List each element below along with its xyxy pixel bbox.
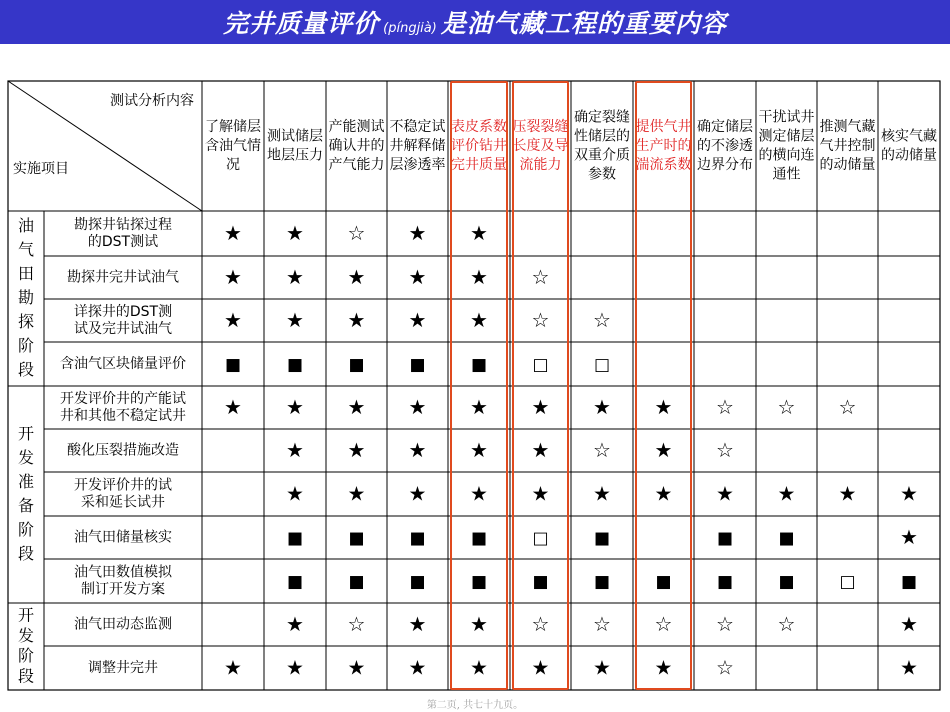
cell-mark: ★ xyxy=(408,221,427,245)
stage-label-char: 阶 xyxy=(17,520,35,539)
cell-mark: ★ xyxy=(900,525,918,549)
row-label-line: 勘探井完井试油气 xyxy=(67,269,179,286)
cell-mark: ☆ xyxy=(716,395,734,419)
column-header xyxy=(574,110,630,183)
cell-mark: ☆ xyxy=(716,655,734,680)
row-label xyxy=(74,529,172,546)
cell-mark: ■ xyxy=(655,572,672,592)
stage-label xyxy=(18,216,34,379)
cell-mark: ☆ xyxy=(593,438,611,462)
cell-mark: ■ xyxy=(348,572,365,592)
cell-mark: ★ xyxy=(408,265,427,289)
column-header-line: 不稳定试 xyxy=(389,119,446,135)
column-header-line: 确认井的 xyxy=(328,138,385,154)
cell-mark: ☆ xyxy=(838,395,857,419)
column-header-line: 性储层的 xyxy=(574,128,630,145)
cell-mark: ★ xyxy=(470,265,488,289)
cell-mark: ★ xyxy=(408,481,427,506)
column-header xyxy=(636,118,692,173)
column-header-line: 确定储层 xyxy=(697,119,753,135)
cell-mark: ★ xyxy=(224,655,242,680)
cell-mark: ■ xyxy=(900,572,918,592)
row-label-line: 油气田动态监测 xyxy=(74,616,172,633)
cell-mark: ★ xyxy=(286,612,304,636)
cell-mark: ★ xyxy=(286,481,304,506)
column-header-line: 了解储层 xyxy=(205,119,261,135)
cell-mark: ★ xyxy=(593,655,611,680)
column-header-line: 流能力 xyxy=(519,157,562,173)
stage-label-char: 段 xyxy=(17,544,35,563)
row-label xyxy=(74,564,173,598)
row-label xyxy=(74,216,172,250)
cell-mark: ★ xyxy=(593,395,611,419)
cell-mark: ★ xyxy=(470,395,488,419)
cell-mark: ★ xyxy=(470,655,488,680)
stage-label xyxy=(18,606,34,686)
cell-mark: ■ xyxy=(470,355,488,375)
column-header-line: 干扰试井 xyxy=(758,109,815,126)
cell-mark: ★ xyxy=(470,308,488,332)
row-label-line: 勘探井钻探过程 xyxy=(74,217,172,233)
column-header xyxy=(820,118,876,173)
cell-mark: ★ xyxy=(224,221,242,245)
cell-mark: ■ xyxy=(286,528,304,549)
column-header xyxy=(881,128,937,164)
row-label xyxy=(74,303,172,337)
cell-mark: ☆ xyxy=(654,612,673,636)
stage-label-char: 发 xyxy=(17,625,35,645)
row-label-line: 采和延长试井 xyxy=(81,494,165,511)
row-label xyxy=(60,355,186,372)
cell-mark: ■ xyxy=(593,572,611,592)
cell-mark: ☆ xyxy=(593,308,611,332)
cell-mark: ☆ xyxy=(777,612,796,636)
cell-mark: ★ xyxy=(531,438,550,462)
column-header-line: 确定裂缝 xyxy=(574,109,630,126)
cell-mark: ★ xyxy=(470,481,488,506)
stage-label-char: 勘 xyxy=(17,288,35,307)
stage-label-char: 备 xyxy=(17,496,35,515)
cell-mark: □ xyxy=(593,355,611,375)
column-header-line: 测试储层 xyxy=(267,128,323,145)
cell-mark: ☆ xyxy=(347,612,366,636)
row-label xyxy=(74,478,172,511)
column-header-line: 含油气情 xyxy=(205,138,261,154)
cell-mark: ★ xyxy=(286,265,304,289)
row-label-line: 酸化压裂措施改造 xyxy=(67,442,179,459)
cell-mark: ■ xyxy=(286,355,304,375)
column-header-line: 的横向连 xyxy=(758,147,815,164)
row-label-line: 制订开发方案 xyxy=(81,581,165,598)
cell-mark: ■ xyxy=(470,528,488,549)
cell-mark: ★ xyxy=(224,395,242,419)
stage-label-char: 气 xyxy=(17,240,35,259)
column-header-line: 表皮系数 xyxy=(451,119,507,135)
stage-label-char: 开 xyxy=(17,605,35,625)
cell-mark: ★ xyxy=(470,612,488,636)
column-header-line: 的动储量 xyxy=(881,147,937,164)
column-header-line: 气井控制 xyxy=(819,138,876,154)
column-header xyxy=(390,119,446,173)
cell-mark: ★ xyxy=(408,395,427,419)
row-label xyxy=(60,390,186,424)
cell-mark: ★ xyxy=(470,221,488,245)
stage-label-char: 阶 xyxy=(17,336,35,355)
row-label-line: 的DST测试 xyxy=(87,234,159,250)
cell-mark: ★ xyxy=(777,481,796,506)
cell-mark: □ xyxy=(839,572,856,592)
column-header-line: 生产时的 xyxy=(635,138,692,154)
cell-mark: ■ xyxy=(593,528,611,549)
cell-mark: ■ xyxy=(470,572,488,592)
row-label-line: 油气田数值模拟 xyxy=(74,564,172,581)
cell-mark: ★ xyxy=(408,308,427,332)
column-header xyxy=(205,118,261,173)
cell-mark: ■ xyxy=(778,528,795,549)
cell-mark: ■ xyxy=(348,528,365,549)
column-header-line: 压裂裂缝 xyxy=(512,119,569,135)
cell-mark: ★ xyxy=(900,612,918,636)
row-label-line: 井和其他不稳定试井 xyxy=(60,408,186,424)
title-main: 完井质量评价 xyxy=(223,9,380,38)
cell-mark: ★ xyxy=(286,438,304,462)
column-header xyxy=(697,118,753,173)
cell-mark: ★ xyxy=(408,612,427,636)
column-header-line: 推测气藏 xyxy=(819,119,876,135)
column-header-line: 产气能力 xyxy=(328,157,385,173)
cell-mark: ★ xyxy=(654,655,673,680)
stage-label-char: 油 xyxy=(17,216,35,235)
cell-mark: ■ xyxy=(716,572,734,592)
cell-mark: ★ xyxy=(654,395,673,419)
stage-label-char: 准 xyxy=(17,472,35,491)
cell-mark: ■ xyxy=(409,355,426,375)
row-label-line: 试及完井试油气 xyxy=(74,321,172,337)
stage-label-char: 阶 xyxy=(17,646,35,666)
column-header-line: 况 xyxy=(226,157,240,173)
cell-mark: ☆ xyxy=(777,395,796,419)
row-label-line: 详探井的DST测 xyxy=(73,304,173,320)
cell-mark: ★ xyxy=(286,395,304,419)
cell-mark: □ xyxy=(532,528,549,549)
stage-label-char: 田 xyxy=(17,264,35,283)
stage-label-char: 开 xyxy=(17,424,35,443)
column-header xyxy=(267,128,323,164)
cell-mark: ■ xyxy=(409,572,426,592)
row-label-line: 开发评价井的产能试 xyxy=(60,391,186,407)
column-header xyxy=(451,118,507,173)
row-label xyxy=(88,659,158,676)
column-header-line: 完井质量 xyxy=(451,157,507,173)
cell-mark: ★ xyxy=(286,221,304,245)
cell-mark: ■ xyxy=(532,572,549,592)
column-header-line: 核实气藏 xyxy=(881,128,937,145)
cell-mark: ★ xyxy=(408,438,427,462)
cell-mark: ■ xyxy=(409,528,426,549)
cell-mark: ☆ xyxy=(531,308,550,332)
column-header-line: 产能测试 xyxy=(328,119,385,135)
column-header-line: 提供气井 xyxy=(635,119,692,135)
row-label-line: 含油气区块储量评价 xyxy=(60,356,186,372)
column-header-line: 的不渗透 xyxy=(697,138,753,154)
row-label-line: 油气田储量核实 xyxy=(74,529,172,546)
stage-label-char: 发 xyxy=(17,448,35,467)
cell-mark: ■ xyxy=(348,355,365,375)
cell-mark: ★ xyxy=(224,265,242,289)
cell-mark: ☆ xyxy=(531,612,550,636)
cell-mark: ☆ xyxy=(531,265,550,289)
cell-mark: ■ xyxy=(286,572,304,592)
column-header-line: 边界分布 xyxy=(697,157,753,173)
cell-mark: ★ xyxy=(593,481,611,506)
cell-mark: ★ xyxy=(347,308,366,332)
cell-mark: ★ xyxy=(838,481,857,506)
cell-mark: ☆ xyxy=(716,438,734,462)
stage-label-char: 探 xyxy=(17,312,35,331)
column-header-line: 井解释储 xyxy=(389,138,446,154)
corner-top-label: 测试分析内容 xyxy=(110,93,194,109)
cell-mark: ★ xyxy=(654,481,673,506)
title-rest: 是油气藏工程的重要内容 xyxy=(440,9,727,38)
cell-mark: ☆ xyxy=(593,612,611,636)
cell-mark: ★ xyxy=(531,655,550,680)
title-pinyin: (píngjià) xyxy=(383,21,437,36)
column-header xyxy=(329,118,385,173)
cell-mark: ★ xyxy=(286,655,304,680)
column-header xyxy=(759,109,815,183)
column-header-line: 地层压力 xyxy=(267,147,323,164)
column-header-line: 湍流系数 xyxy=(635,157,692,173)
cell-mark: ★ xyxy=(347,438,366,462)
row-label-line: 调整井完井 xyxy=(88,660,158,676)
cell-mark: ★ xyxy=(347,655,366,680)
cell-mark: ■ xyxy=(778,572,795,592)
page-footer: 第二页, 共七十九页。 xyxy=(426,700,524,711)
cell-mark: ☆ xyxy=(347,221,366,245)
cell-mark: □ xyxy=(532,355,549,375)
column-header-line: 参数 xyxy=(588,166,616,183)
column-header-line: 双重介质 xyxy=(574,147,630,164)
row-label-line: 开发评价井的试 xyxy=(74,477,172,494)
stage-label xyxy=(18,424,34,563)
cell-mark: ■ xyxy=(224,355,242,375)
corner-bottom-label: 实施项目 xyxy=(13,161,69,177)
cell-mark: ★ xyxy=(531,481,550,506)
cell-mark: ★ xyxy=(408,655,427,680)
row-label xyxy=(67,442,179,459)
cell-mark: ■ xyxy=(716,528,734,549)
column-header-line: 层渗透率 xyxy=(389,157,446,173)
stage-label-char: 段 xyxy=(17,360,35,379)
column-header xyxy=(513,119,569,173)
row-label xyxy=(67,269,179,286)
cell-mark: ★ xyxy=(654,438,673,462)
column-header-line: 长度及导 xyxy=(512,138,569,154)
cell-mark: ★ xyxy=(470,438,488,462)
cell-mark: ★ xyxy=(224,308,242,332)
cell-mark: ★ xyxy=(900,481,918,506)
stage-label-char: 段 xyxy=(17,666,35,686)
cell-mark: ★ xyxy=(900,655,918,680)
cell-mark: ★ xyxy=(347,481,366,506)
row-label xyxy=(74,616,172,633)
cell-mark: ★ xyxy=(531,395,550,419)
column-header-line: 通性 xyxy=(772,166,801,183)
cell-mark: ★ xyxy=(286,308,304,332)
cell-mark: ★ xyxy=(347,395,366,419)
column-header-line: 的动储量 xyxy=(819,157,876,173)
column-header-line: 测定储层 xyxy=(758,128,815,145)
cell-mark: ☆ xyxy=(716,612,734,636)
column-header-line: 评价钻井 xyxy=(451,138,507,154)
cell-mark: ★ xyxy=(716,481,734,506)
cell-mark: ★ xyxy=(347,265,366,289)
